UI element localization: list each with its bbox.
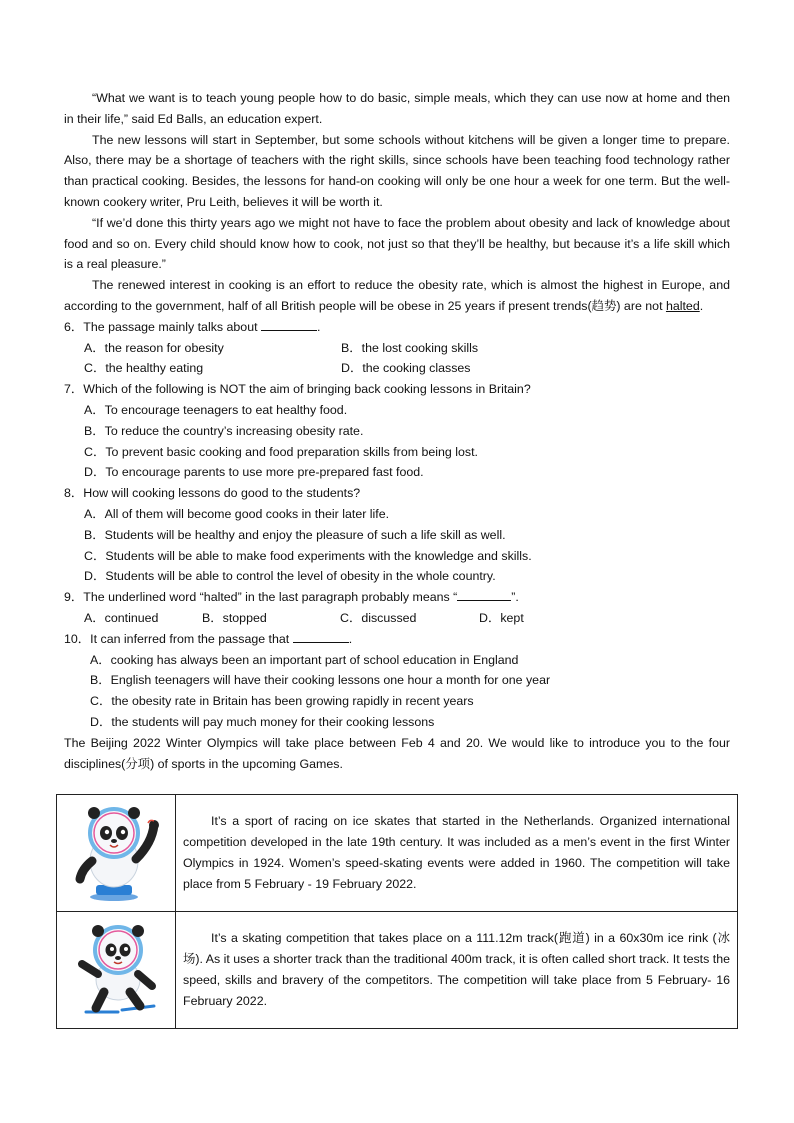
question-9-stem [64, 587, 730, 608]
discipline-description [176, 912, 738, 1029]
mascot-image-cell [57, 795, 176, 912]
answer-blank [293, 629, 349, 643]
question-9-text: 9．The underlined word “halted” in the last paragraph probably means “ [64, 590, 458, 605]
option-a: A．the reason for obesity [84, 340, 224, 355]
option-a: A．To encourage teenagers to eat healthy food. [84, 402, 348, 417]
question-7-stem: 7．Which of the following is NOT the aim of bringing back cooking lessons in Britain? [64, 382, 531, 397]
passage-paragraph-4 [64, 275, 730, 317]
option-b: B．stopped [202, 610, 267, 625]
passage-paragraph-2: The new lessons will start in September, but some schools without kitchens will be given a longer time to prepare. Also, there may be a shortage of teachers with the right skills, since schools have been teaching food technology rather than practical cooking. Besides, the lessons for hand-on cooking will only be one hour a week for one term. But the well-known cookery writer, Pru Leith, believes it will be worth it. [64, 132, 730, 209]
option-d: D．To encourage parents to use more pre-prepared fast food. [84, 465, 424, 480]
passage-paragraph-3: “If we’d done this thirty years ago we might not have to face the problem about obesity and lack of knowledge about food and so on. Every child should know how to cook, not just so that they’ll be healthy, but because it’s a life skill which is a real pleasure.” [64, 215, 730, 272]
sports-table [56, 794, 738, 1029]
option-c: C．the obesity rate in Britain has been growing rapidly in recent years [90, 694, 474, 709]
option-c: C．the healthy eating [84, 361, 204, 376]
option-b: B．English teenagers will have their cooking lessons one hour a month for one year [90, 673, 551, 688]
short-track-text: It’s a skating competition that takes place on a 111.12m track(跑道) in a 60x30m ice rink (冰场). As it uses a shorter track than the traditional 400m track, it is often called short track. It tests the speed, skills and bravery of the competitors. The competition will take place from 5 February- 16 February 2022. [183, 931, 730, 1008]
underlined-word-halted: halted [665, 298, 700, 313]
question-6-stem [64, 317, 730, 338]
question-8-stem: 8．How will cooking lessons do good to the students? [64, 486, 361, 501]
question-9-end: ”. [511, 590, 519, 605]
option-d: D．the cooking classes [341, 361, 471, 376]
table-row [57, 795, 738, 912]
question-6-options-row-2 [64, 358, 730, 379]
option-d: D．kept [479, 610, 524, 625]
discipline-description [176, 795, 738, 912]
question-6-text: 6．The passage mainly talks about [64, 319, 258, 334]
document-page [64, 88, 730, 774]
speed-skating-text: It’s a sport of racing on ice skates that started in the Netherlands. Organized international competition developed in the late 19th century. It was included as a men’s event in the first Winter Olympics in 1924. Women’s speed-skating events were added in 1960. The competition will take place from 5 February - 19 February 2022. [183, 814, 730, 891]
answer-blank [261, 317, 317, 331]
question-6-options-row-1 [64, 338, 730, 359]
option-c: C．discussed [340, 610, 417, 625]
option-d: D．the students will pay much money for their cooking lessons [90, 714, 435, 729]
passage-paragraph-1: “What we want is to teach young people how to do basic, simple meals, which they can use now at home and then in their life,” said Ed Balls, an education expert. [64, 91, 730, 126]
option-c: C．Students will be able to make food experiments with the knowledge and skills. [84, 548, 532, 563]
question-9-options-row [64, 608, 730, 629]
option-c: C．To prevent basic cooking and food preparation skills from being lost. [84, 444, 478, 459]
mascot-image-cell [57, 912, 176, 1029]
option-b: B．To reduce the country’s increasing obesity rate. [84, 423, 364, 438]
passage-paragraph-4-text: The renewed interest in cooking is an effort to reduce the obesity rate, which is almost the highest in Europe, and according to the government, half of all British people will be obese in 25 years if present trends(趋势) are not [64, 278, 730, 313]
passage-paragraph-4-end: . [699, 298, 704, 313]
option-a: A．continued [84, 610, 159, 625]
question-6-end: . [317, 319, 321, 334]
option-b: B．the lost cooking skills [341, 340, 479, 355]
question-10-text: 10．It can inferred from the passage that [64, 631, 290, 646]
option-a: A．All of them will become good cooks in their later life. [84, 506, 390, 521]
table-row [57, 912, 738, 1029]
question-10-end: . [348, 631, 353, 646]
option-a: A．cooking has always been an important part of school education in England [90, 652, 519, 667]
option-d: D．Students will be able to control the level of obesity in the whole country. [84, 569, 496, 584]
mascot-skating-icon [68, 916, 164, 1020]
answer-blank [457, 587, 511, 601]
option-b: B．Students will be healthy and enjoy the pleasure of such a life skill as well. [84, 527, 506, 542]
mascot-waving-icon [68, 799, 164, 903]
olympics-intro: The Beijing 2022 Winter Olympics will take place between Feb 4 and 20. We would like to introduce you to the four disciplines(分项) of sports in the upcoming Games. [64, 735, 730, 771]
question-10-stem [64, 629, 730, 650]
